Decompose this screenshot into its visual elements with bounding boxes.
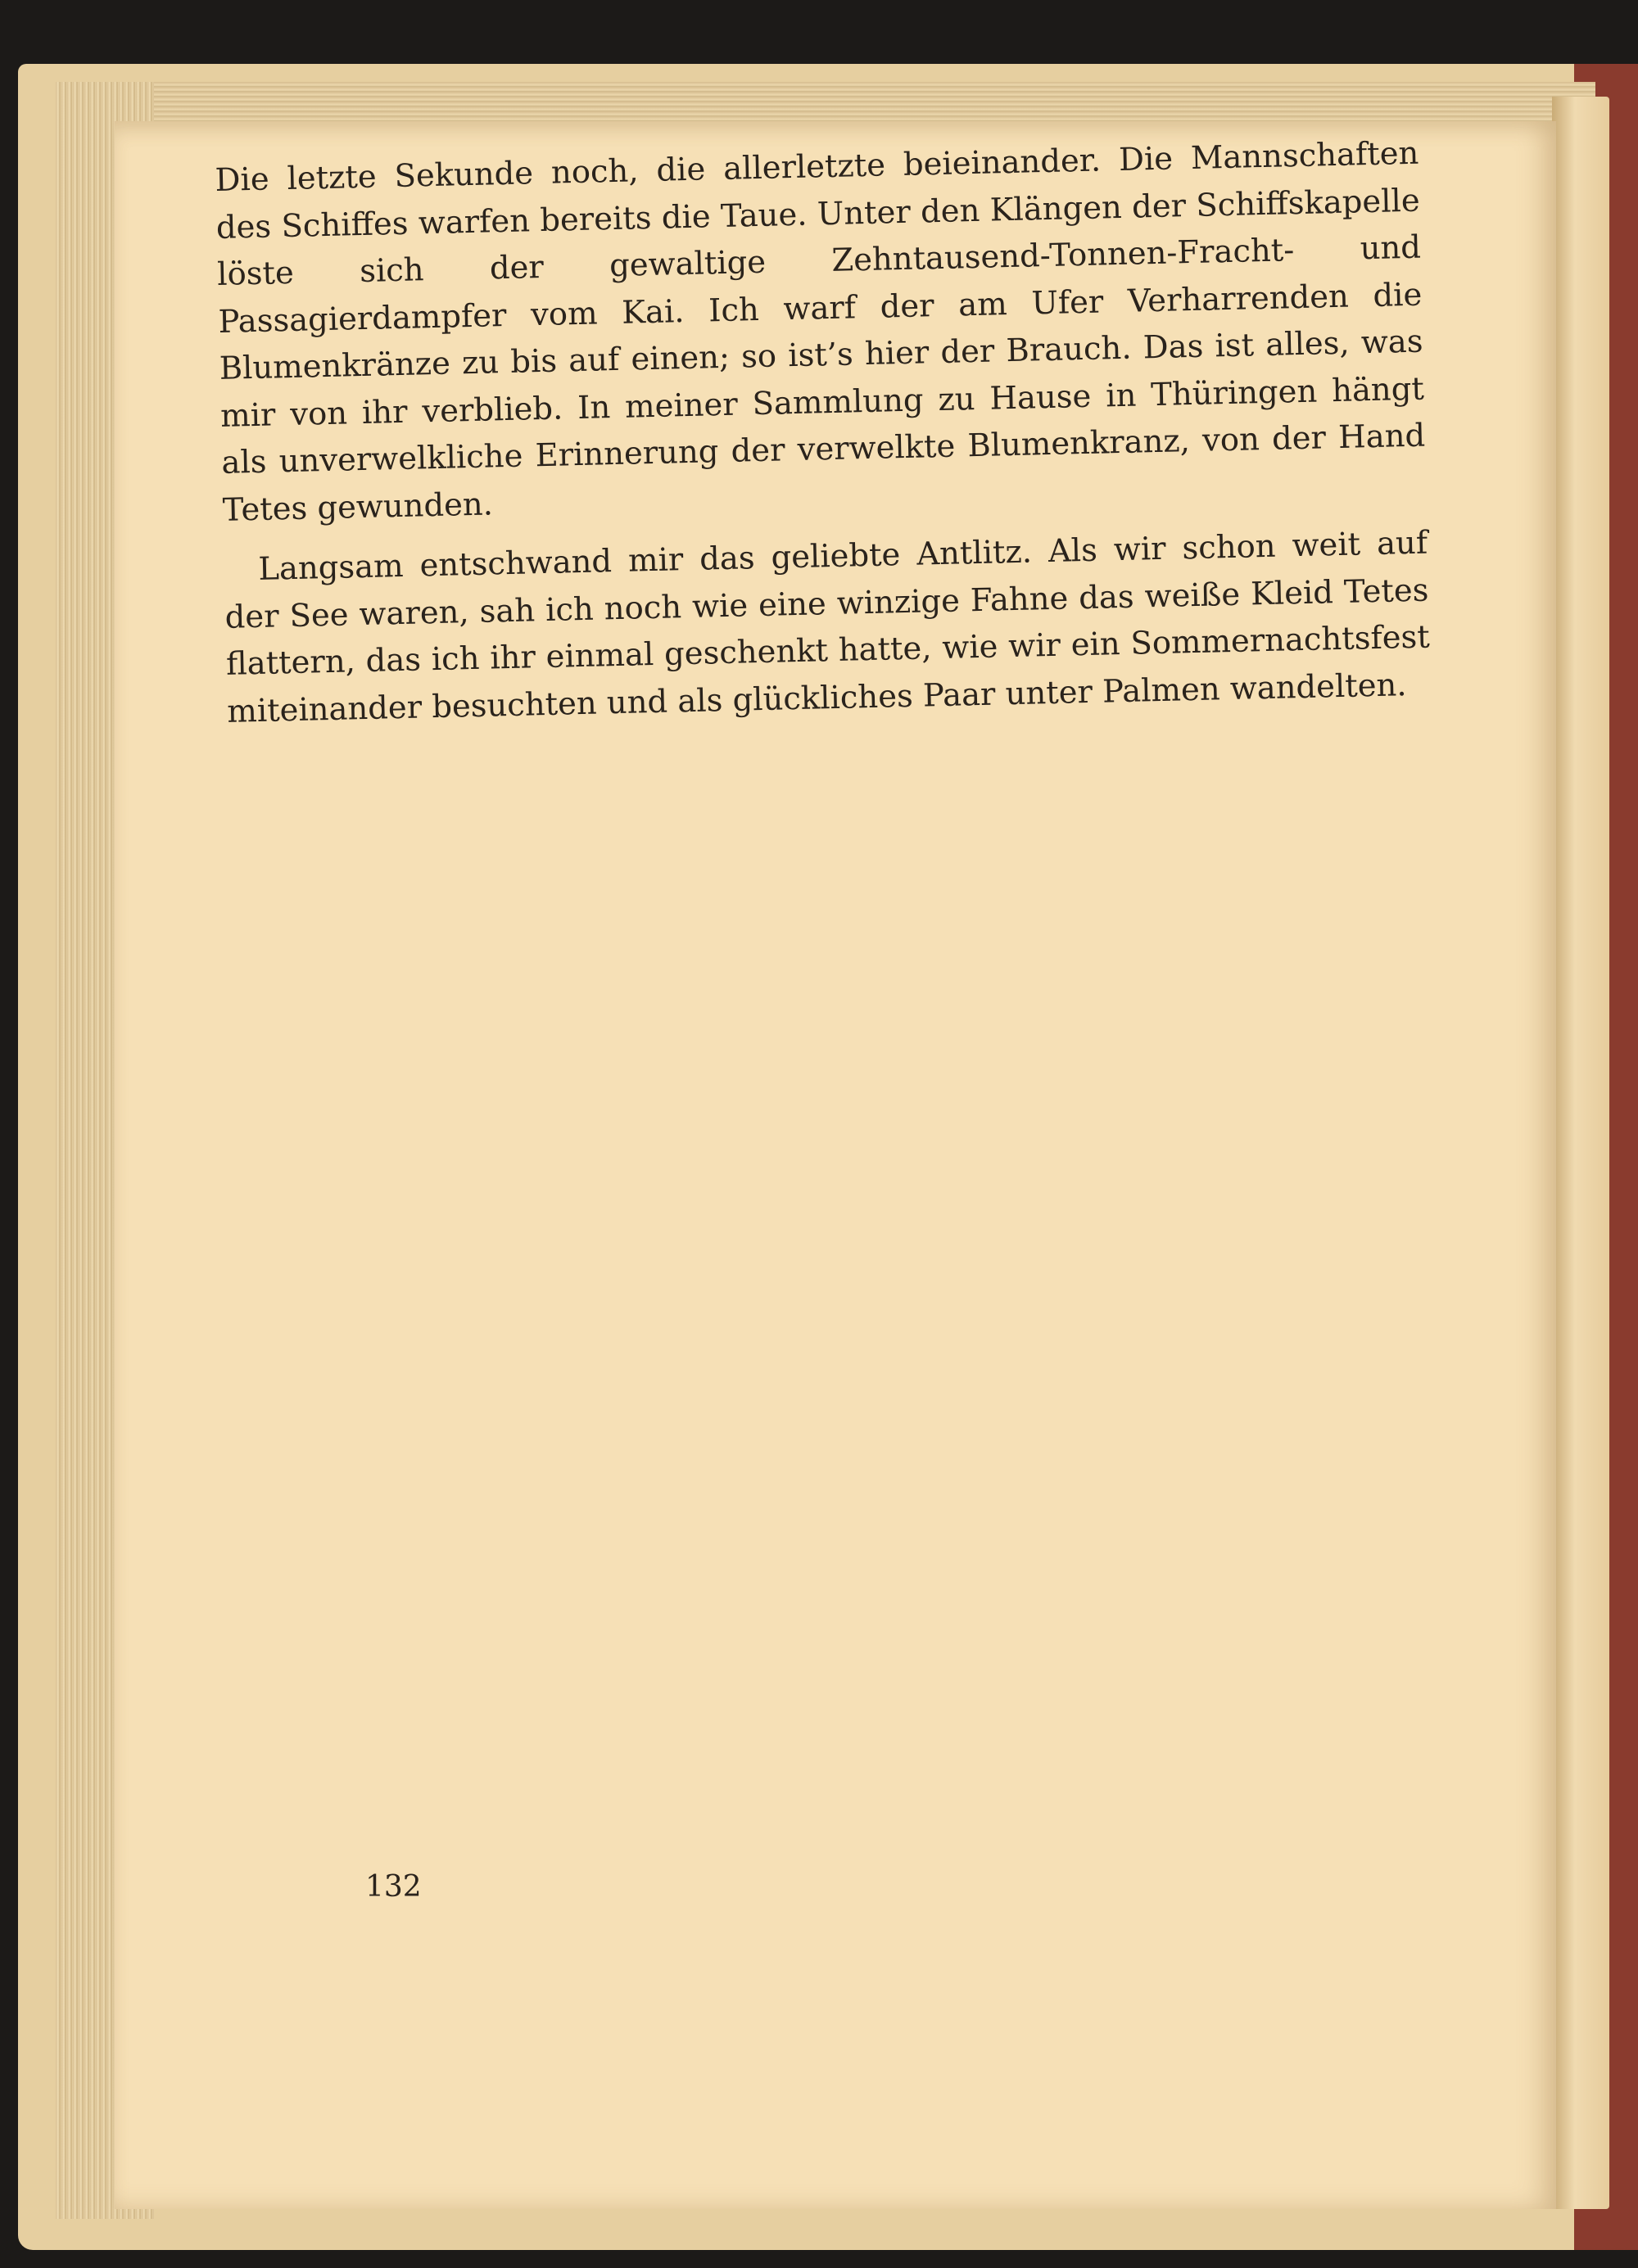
page-edges-top bbox=[56, 82, 1595, 123]
gutter-page-edge bbox=[1552, 97, 1609, 2209]
body-text bbox=[215, 130, 1432, 735]
paragraph-1: Die letzte Sekunde noch, die allerletzte beieinander. Die Mannschaften des Schiffes warfen bereits die Taue. Unter den Klängen der Schiffskapelle löste sich der gewaltige Zehntausend-Tonnen-Fracht- und Passagierdampfer vom Kai. Ich warf der am Ufer Verharrenden die Blumenkränze zu bis auf einen; so ist’s hier der Brauch. Das ist alles, was mir von ihr verblieb. In meiner Sammlung zu Hause in Thüringen hängt als unverwelkliche Erinnerung der verwelkte Blumenkranz, von der Hand Tetes gewunden. bbox=[215, 134, 1426, 529]
paragraph-2: Langsam entschwand mir das geliebte Antlitz. Als wir schon weit auf der See waren, sah ich noch wie eine winzige Fahne das weiße Kleid Tetes flattern, das ich ihr einmal geschenkt hatte, wie wir ein Sommernachtsfest miteinander besuchten und als glückliches Paar unter Palmen wandelten. bbox=[224, 524, 1431, 730]
page-number: 132 bbox=[365, 1870, 422, 1904]
